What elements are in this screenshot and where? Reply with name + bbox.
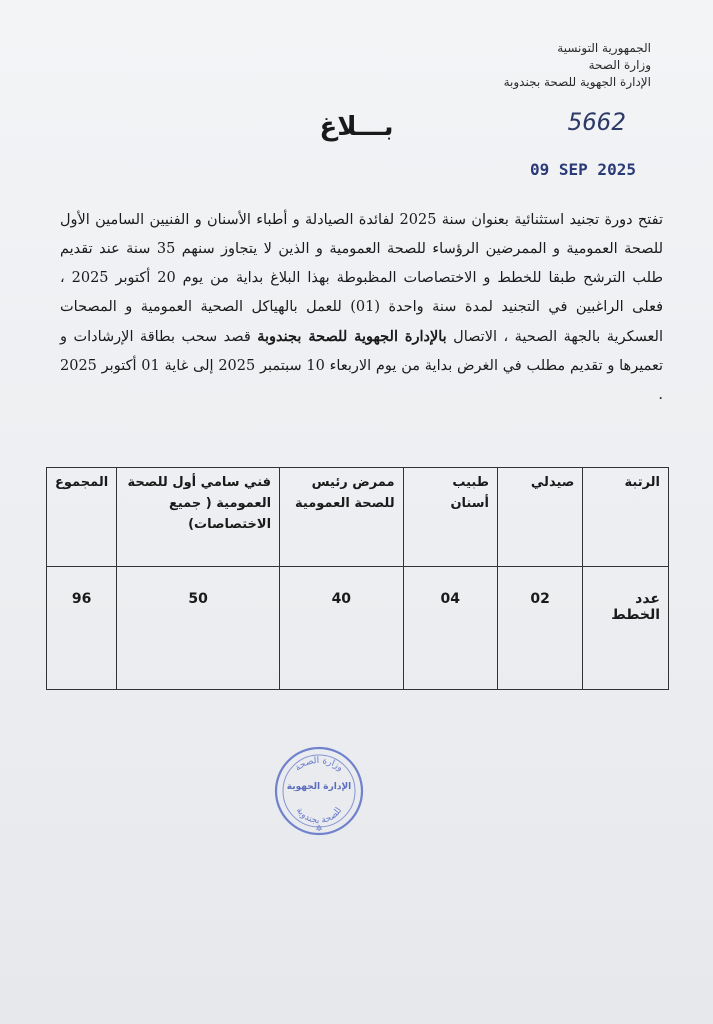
seal-inner-text: للصحة بجندوبة xyxy=(293,805,345,827)
cell-dentist: 04 xyxy=(403,567,497,690)
table-row xyxy=(47,567,669,690)
svg-text:وزارة الصحة xyxy=(293,756,345,774)
date-stamp: 09 SEP 2025 xyxy=(530,160,636,179)
table-header-row xyxy=(47,468,669,567)
cell-senior-technician: 50 xyxy=(117,567,280,690)
positions-table xyxy=(46,467,669,690)
header-total: المجموع xyxy=(47,468,117,567)
seal-star-icon: ✲ xyxy=(315,824,323,833)
seal-top-text: وزارة الصحة xyxy=(293,755,345,774)
seal-outer-text: الإدارة الجهوية xyxy=(286,782,352,792)
letterhead-regional-directorate: الإدارة الجهوية للصحة بجندوبة xyxy=(503,75,651,89)
letterhead xyxy=(504,40,651,91)
cell-pharmacist: 02 xyxy=(497,567,582,690)
header-head-nurse: ممرض رئيس للصحة العمومية xyxy=(280,468,404,567)
document-title: بـــلاغ xyxy=(319,112,394,142)
body-text-emphasis: بالإدارة الجهوية للصحة بجندوبة xyxy=(257,328,447,345)
cell-total: 96 xyxy=(47,567,117,690)
official-seal-stamp xyxy=(273,745,365,837)
letterhead-republic: الجمهورية التونسية xyxy=(557,41,651,55)
header-pharmacist: صيدلي xyxy=(497,468,582,567)
announcement-body xyxy=(60,206,663,410)
header-senior-technician: فني سامي أول للصحة العمومية ( جميع الاختصاصات) xyxy=(117,468,280,567)
header-dentist: طبيب أسنان xyxy=(403,468,497,567)
letterhead-ministry: وزارة الصحة xyxy=(588,58,651,72)
reference-number: 5662 xyxy=(568,108,626,136)
header-rank: الرتبة xyxy=(583,468,669,567)
body-text-part2: قصد سحب بطاقة الإرشادات و تعميرها و تقديم مطلب في الغرض بداية من يوم الاربعاء 10 سبتمبر 2025 إلى غاية 01 أكتوبر 2025 . xyxy=(60,329,663,403)
cell-head-nurse: 40 xyxy=(280,567,404,690)
body-text-part1: تفتح دورة تجنيد استثنائية بعنوان سنة 2025 لفائدة الصيادلة و أطباء الأسنان و الفنيين السامين الأول للصحة العمومية و الممرضين الرؤساء للصحة العمومية و الذين لا يتجاوز سنهم 35 سنة عند تقديم طلب الترشح طبقا للخطط و الاختصاصات المظبوطة بهذا البلاغ بداية من يوم 20 أكتوبر 2025 ، فعلى الراغبين في التجنيد لمدة سنة واحدة (01) للعمل بالهياكل الصحية العمومية و المصحات العسكرية بالجهة الصحية ، الاتصال xyxy=(60,212,663,345)
row-label: عدد الخطط xyxy=(583,567,669,690)
